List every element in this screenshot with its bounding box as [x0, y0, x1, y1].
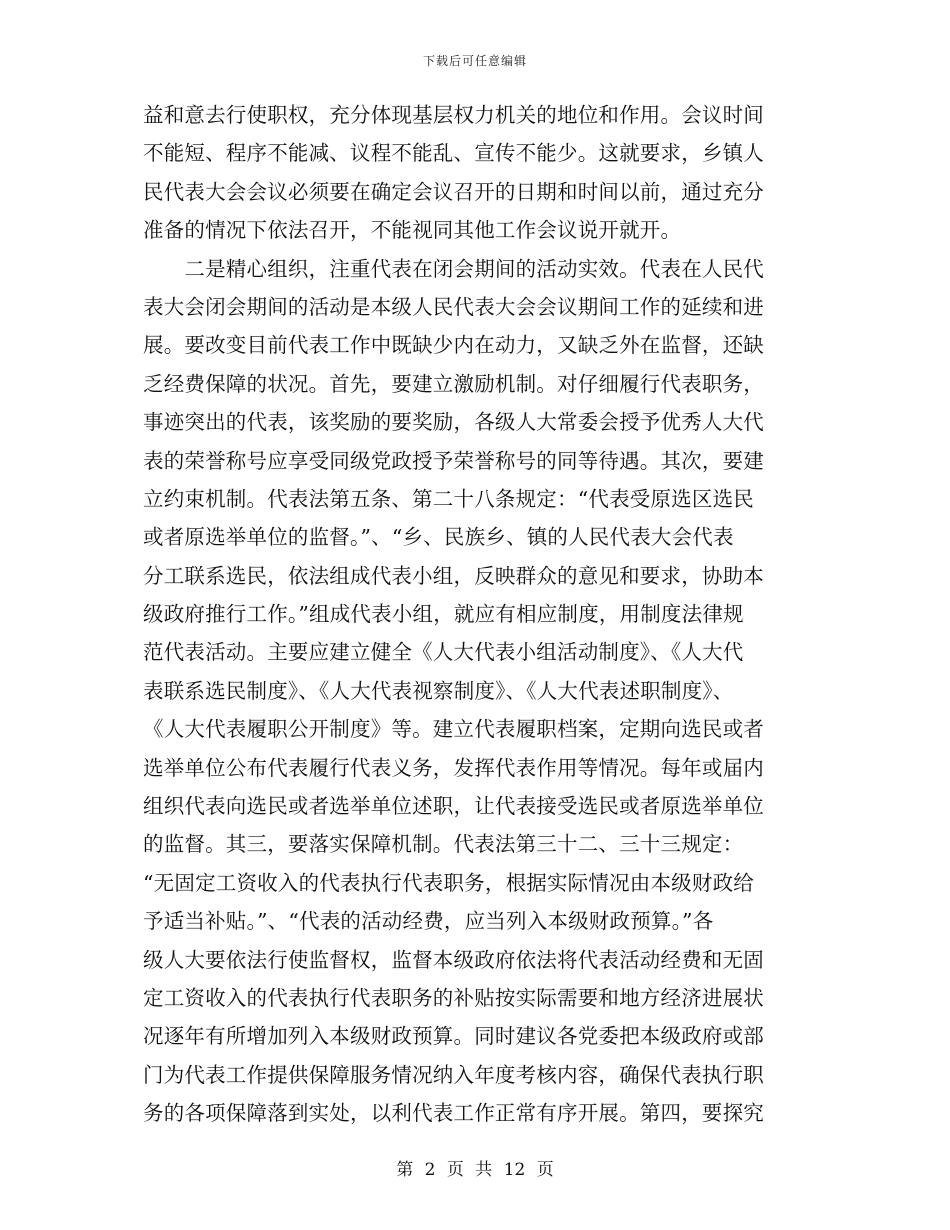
body-text-line: “无固定工资收入的代表执行代表职务，根据实际情况由本级财政给 [143, 870, 754, 895]
body-text-line: 或者原选举单位的监督。”、“乡、民族乡、镇的人民代表大会代表 [143, 525, 734, 550]
body-text-line: 准备的情况下依法召开，不能视同其他工作会议说开就开。 [143, 218, 682, 243]
body-text-line: 况逐年有所增加列入本级财政预算。同时建议各党委把本级政府或部 [143, 1024, 764, 1049]
body-text-line: 选举单位公布代表履行代表义务，发挥代表作用等情况。每年或届内 [143, 755, 764, 780]
body-text-line: 的监督。其三，要落实保障机制。代表法第三十二、三十三规定： [143, 832, 744, 857]
body-text-line: 不能短、程序不能减、议程不能乱、宣传不能少。这就要求，乡镇人 [143, 141, 764, 166]
page-footer: 第 2 页 共 12 页 [396, 1160, 554, 1180]
body-text-line: 民代表大会会议必须要在确定会议召开的日期和时间以前，通过充分 [143, 179, 764, 204]
body-text-line: 益和意去行使职权，充分体现基层权力机关的地位和作用。会议时间 [143, 103, 764, 127]
body-text-line: 予适当补贴。”、“代表的活动经费，应当列入本级财政预算。”各 [143, 909, 714, 934]
body-text-line: 表大会闭会期间的活动是本级人民代表大会会议期间工作的延续和进 [143, 294, 764, 319]
body-text-line: 表联系选民制度》、《人大代表视察制度》、《人大代表述职制度》、 [143, 678, 734, 703]
body-text-line: 事迹突出的代表，该奖励的要奖励，各级人大常委会授予优秀人大代 [143, 410, 764, 435]
body-text-line: 《人大代表履职公开制度》等。建立代表履职档案，定期向选民或者 [143, 717, 764, 742]
body-text-line: 门为代表工作提供保障服务情况纳入年度考核内容，确保代表执行职 [143, 1062, 764, 1087]
body-text-line: 定工资收入的代表执行代表职务的补贴按实际需要和地方经济进展状 [143, 985, 764, 1010]
body-text-line: 表的荣誉称号应享受同级党政授予荣誉称号的同等待遇。其次，要建 [143, 448, 764, 473]
body-text-line: 展。要改变目前代表工作中既缺少内在动力，又缺乏外在监督，还缺 [143, 333, 764, 358]
body-text-line: 二是精心组织，注重代表在闭会期间的活动实效。代表在人民代 [143, 256, 764, 281]
page-header: 下载后可任意编辑 [422, 54, 527, 68]
body-text-line: 分工联系选民，依法组成代表小组，反映群众的意见和要求，协助本 [143, 563, 764, 588]
document-body [143, 96, 808, 1133]
body-text-line: 级人大要依法行使监督权，监督本级政府依法将代表活动经费和无固 [143, 947, 764, 972]
body-text-line: 组织代表向选民或者选举单位述职，让代表接受选民或者原选举单位 [143, 794, 764, 819]
body-text-line: 范代表活动。主要应建立健全《人大代表小组活动制度》、《人大代 [143, 640, 744, 665]
body-text-line: 乏经费保障的状况。首先，要建立激励机制。对仔细履行代表职务， [143, 371, 764, 396]
body-text-line: 立约束机制。代表法第五条、第二十八条规定：“代表受原选区选民 [143, 486, 754, 511]
body-text-line: 级政府推行工作。”组成代表小组，就应有相应制度，用制度法律规 [143, 602, 744, 627]
body-text-line: 务的各项保障落到实处，以利代表工作正常有序开展。第四，要探究 [143, 1101, 764, 1126]
